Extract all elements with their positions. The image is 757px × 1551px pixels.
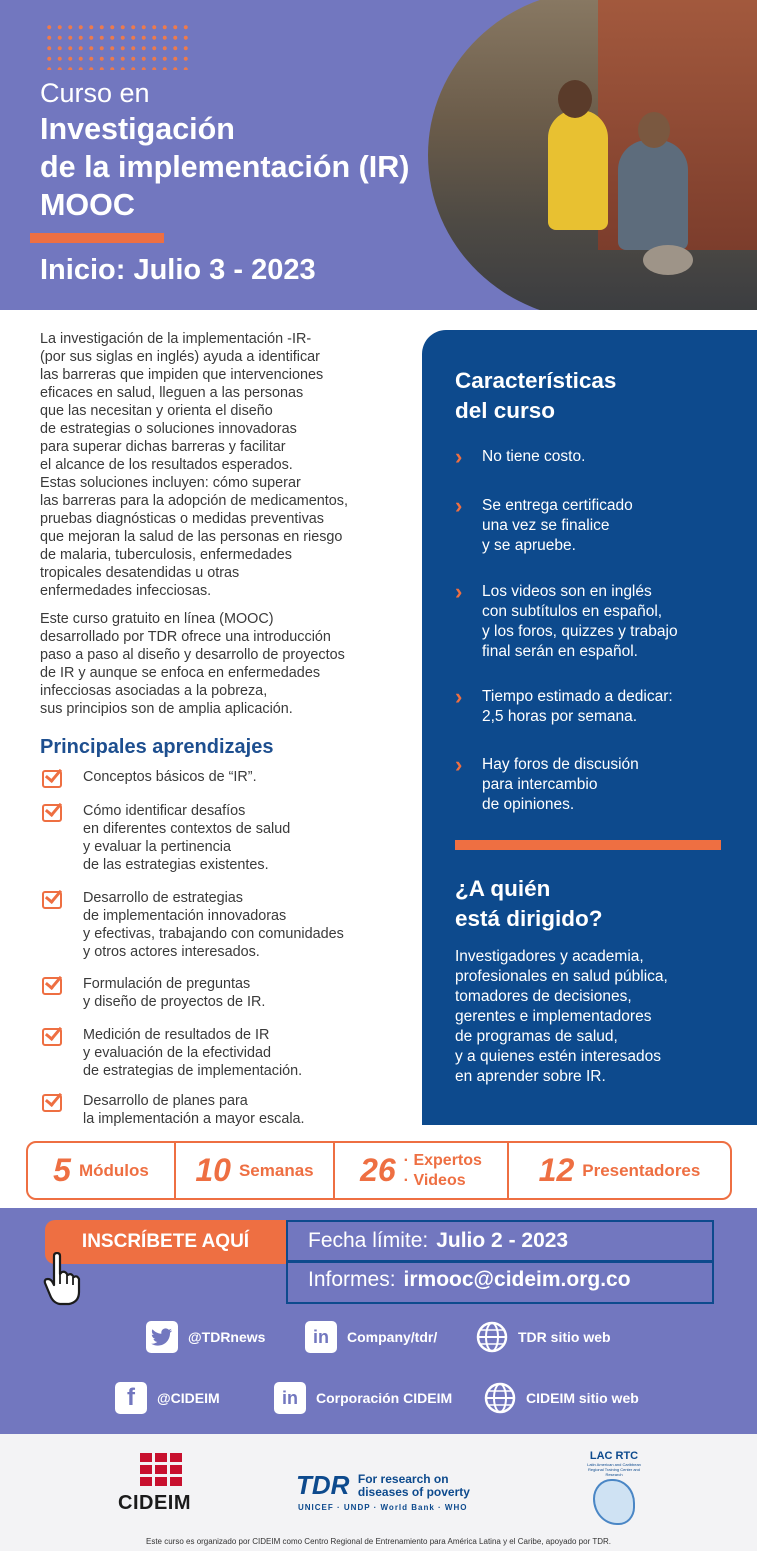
- stat-number: 26: [360, 1152, 396, 1188]
- stat-number: 10: [195, 1152, 231, 1188]
- feature-text: Tiempo estimado a dedicar: 2,5 horas por semana.: [482, 688, 673, 725]
- feature-text: Los videos son en inglés con subtítulos en español, y los foros, quizzes y trabajo final serán en español.: [482, 583, 678, 660]
- course-title: [40, 110, 409, 224]
- checkbox-icon: [42, 1026, 72, 1048]
- lac-rtc-subtitle: Latin American and Caribbean Regional Training Center and Research: [587, 1462, 641, 1477]
- linkedin-cideim-link[interactable]: [274, 1382, 452, 1414]
- pointer-hand-icon: [42, 1252, 84, 1306]
- checkbox-icon: [42, 889, 72, 911]
- stat-number: 12: [538, 1152, 575, 1188]
- course-title-line-3: MOOC: [40, 188, 135, 222]
- learning-item-text: Desarrollo de estrategias de implementación innovadoras y efectivas, trabajando con comunidades y otros actores interesados.: [83, 890, 344, 960]
- facebook-handle: @CIDEIM: [157, 1390, 220, 1406]
- photo-hat: [643, 245, 693, 275]
- stat-modulos: [28, 1143, 176, 1198]
- lac-rtc-title: LAC RTC: [589, 1450, 639, 1462]
- tdr-logo: [296, 1470, 470, 1512]
- cideim-logo: [118, 1453, 208, 1515]
- learning-item: [42, 975, 412, 1011]
- audience-text: Investigadores y academia, profesionales en salud pública, tomadores de decisiones, gerentes e implementadores de programas de salud, y a quienes estén interesados en aprender sobre IR.: [455, 948, 668, 1085]
- contact-label: Informes:: [308, 1268, 396, 1291]
- feature-text: Se entrega certificado una vez se finalice y se apruebe.: [482, 497, 633, 554]
- learning-item: [42, 889, 412, 961]
- deadline-label: Fecha límite:: [308, 1229, 429, 1252]
- feature-item: [455, 444, 745, 469]
- chevron-right-icon: ›: [455, 684, 463, 709]
- globe-icon: [476, 1321, 508, 1353]
- linkedin-icon: in: [305, 1321, 337, 1353]
- contact-row: [308, 1268, 631, 1292]
- stat-label: Presentadores: [582, 1160, 701, 1180]
- photo-person-2-head: [638, 112, 670, 148]
- photo-person-2: [618, 140, 688, 250]
- checkbox-icon: [42, 1092, 72, 1114]
- course-title-line-2: de la implementación (IR): [40, 150, 410, 184]
- feature-text: Hay foros de discusión para intercambio de opiniones.: [482, 756, 639, 813]
- stat-number: 5: [53, 1152, 71, 1188]
- tdr-logo-tagline: For research on diseases of poverty: [357, 1471, 470, 1499]
- chevron-right-icon: ›: [455, 493, 463, 518]
- twitter-icon: [146, 1321, 178, 1353]
- learning-item-text: Formulación de preguntas y diseño de proyectos de IR.: [83, 976, 266, 1010]
- linkedin-cideim-label: Corporación CIDEIM: [316, 1390, 453, 1406]
- header-curso-en: Curso en: [40, 78, 150, 108]
- cideim-website-label: CIDEIM sitio web: [526, 1390, 639, 1406]
- start-date: Inicio: Julio 3 - 2023: [40, 254, 316, 286]
- checkbox-icon: [42, 975, 72, 997]
- chevron-right-icon: ›: [455, 579, 463, 604]
- stat-label: Módulos: [78, 1160, 149, 1180]
- learning-item-text: Conceptos básicos de “IR”.: [83, 769, 257, 785]
- tdr-logo-text: TDR: [296, 1470, 350, 1500]
- feature-item: [455, 684, 745, 727]
- deadline-row: [308, 1229, 568, 1253]
- stat-label-expertos: · Expertos: [403, 1151, 482, 1169]
- checkbox-icon: [42, 802, 72, 824]
- footnote: Este curso es organizado por CIDEIM como Centro Regional de Entrenamiento para América Latina y el Caribe, apoyado por TDR.: [146, 1537, 611, 1546]
- linkedin-tdr-label: Company/tdr/: [347, 1329, 438, 1345]
- feature-text: No tiene costo.: [482, 448, 586, 465]
- lac-rtc-logo: [583, 1450, 645, 1525]
- feature-item: [455, 752, 745, 815]
- facebook-icon: f: [115, 1382, 147, 1414]
- register-button[interactable]: INSCRÍBETE AQUÍ: [45, 1220, 286, 1264]
- stat-semanas: [176, 1143, 335, 1198]
- header-banner: [0, 0, 757, 310]
- tdr-logo-sponsors: UNICEF · UNDP · World Bank · WHO: [298, 1503, 468, 1512]
- cideim-logo-mark: [140, 1453, 208, 1486]
- cideim-website-link[interactable]: [484, 1382, 639, 1414]
- features-title: Características del curso: [455, 368, 617, 423]
- course-title-line-1: Investigación: [40, 112, 235, 146]
- photo-person-1: [548, 110, 608, 230]
- learning-item: [42, 1026, 412, 1080]
- tdr-website-link[interactable]: [476, 1321, 611, 1353]
- stat-label: [404, 1151, 482, 1191]
- learning-item: [42, 802, 412, 874]
- decorative-dots: [44, 22, 194, 70]
- linkedin-tdr-link[interactable]: [305, 1321, 437, 1353]
- deadline-value: Julio 2 - 2023: [436, 1229, 569, 1252]
- learning-item-text: Medición de resultados de IR y evaluación de la efectividad de estrategias de implementación.: [83, 1027, 303, 1079]
- intro-paragraph-1: La investigación de la implementación -IR- (por sus siglas en inglés) ayuda a identificar las barreras que impiden que intervenciones eficaces en salud, lleguen a las personas que las necesitan y orienta el diseño de estrategias o soluciones innovadoras para superar dichas barreras y facilitar el alcance de los resultados esperados. Estas soluciones incluyen: cómo superar las barreras para la adopción de medicamentos, pruebas diagnósticas o medidas preventivas que mejoran la salud de las personas en riesgo de malaria, tuberculosis, enfermedades tropicales desatendidas u otras enfermedades infecciosas.: [40, 331, 348, 599]
- cideim-logo-text: CIDEIM: [118, 1492, 191, 1514]
- chevron-right-icon: ›: [455, 752, 463, 777]
- learning-item-text: Desarrollo de planes para la implementación a mayor escala.: [83, 1093, 305, 1127]
- photo-person-1-head: [558, 80, 592, 118]
- learning-title: Principales aprendizajes: [40, 736, 274, 758]
- intro-paragraph-2: Este curso gratuito en línea (MOOC) desarrollado por TDR ofrece una introducción paso a paso al diseño y desarrollo de proyectos de IR y aunque se enfoca en enfermedades infecciosas asociadas a la pobreza, sus principios son de amplia aplicación.: [40, 611, 345, 717]
- audience-title: ¿A quién está dirigido?: [455, 876, 603, 931]
- learning-item: [42, 1092, 412, 1128]
- info-divider: [288, 1260, 712, 1263]
- checkbox-icon: [42, 768, 72, 790]
- stat-expertos: [335, 1143, 509, 1198]
- stat-label-videos: · Videos: [403, 1171, 466, 1189]
- stat-label: Semanas: [238, 1160, 314, 1180]
- header-photo: [428, 0, 757, 310]
- linkedin-icon: in: [274, 1382, 306, 1414]
- tdr-website-label: TDR sitio web: [518, 1329, 611, 1345]
- stat-presentadores: [509, 1143, 730, 1198]
- globe-icon: [484, 1382, 516, 1414]
- learning-item: [42, 768, 412, 790]
- twitter-link[interactable]: [146, 1321, 265, 1353]
- facebook-link[interactable]: [115, 1382, 220, 1414]
- learning-item-text: Cómo identificar desafíos en diferentes contextos de salud y evaluar la pertinencia de las estrategias existentes.: [83, 803, 291, 873]
- feature-item: [455, 493, 745, 556]
- contact-email[interactable]: irmooc@cideim.org.co: [403, 1268, 631, 1291]
- twitter-handle: @TDRnews: [188, 1329, 266, 1345]
- title-underline: [30, 233, 164, 243]
- feature-item: [455, 579, 745, 662]
- lac-map-icon: [593, 1479, 635, 1525]
- stats-bar: [26, 1141, 732, 1200]
- panel-divider: [455, 840, 721, 850]
- info-box: [286, 1220, 714, 1304]
- chevron-right-icon: ›: [455, 444, 463, 469]
